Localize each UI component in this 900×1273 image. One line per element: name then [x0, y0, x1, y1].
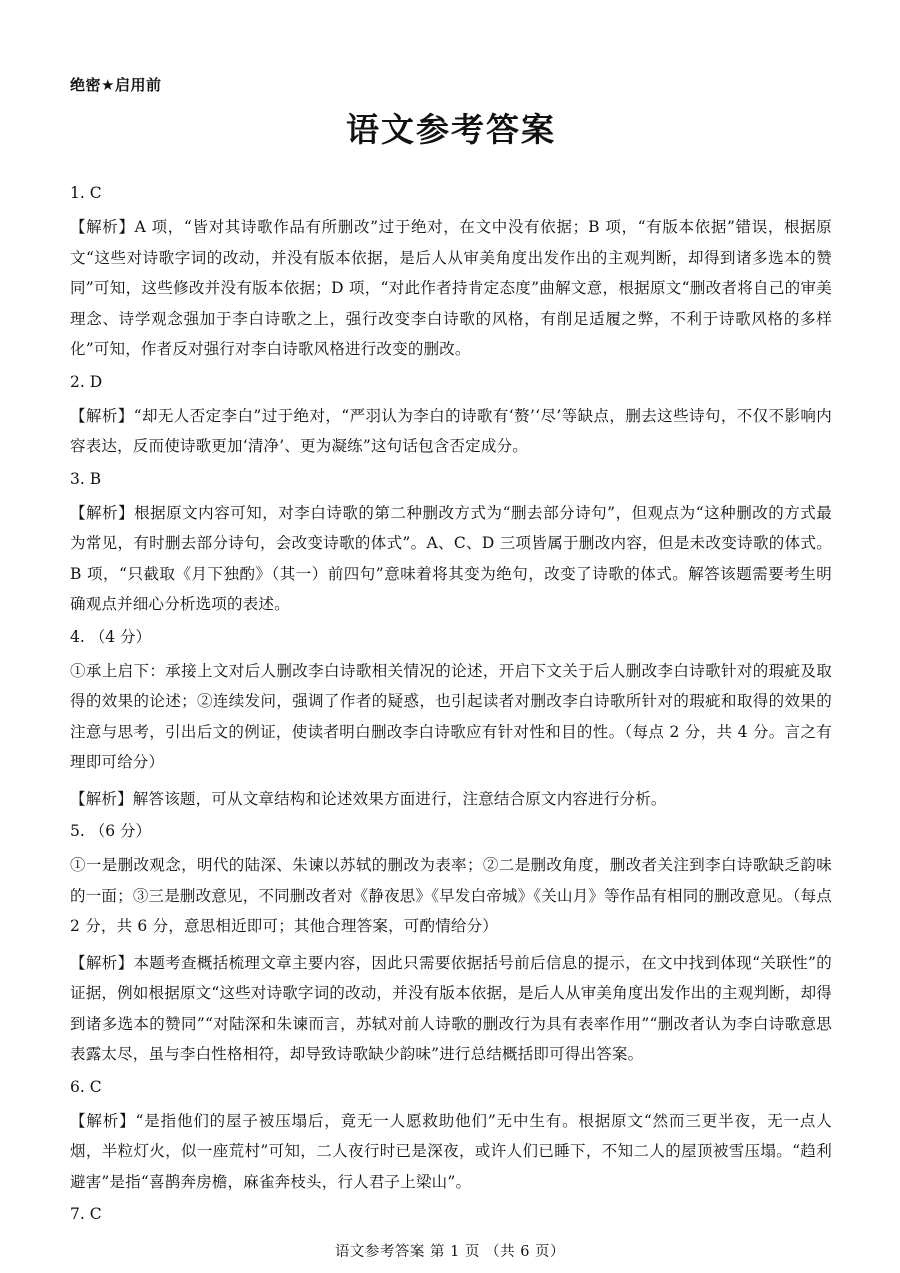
- answer-paragraph: ①一是删改观念，明代的陆深、朱谏以苏轼的删改为表率；②二是删改角度，删改者关注到李白诗歌缺乏韵味的一面；③三是删改意见，不同删改者对《静夜思》《早发白帝城》《关山月》等作品有相同的删改意见。（每点 2 分，共 6 分，意思相近即可；其他合理答案，可酌情给分）: [70, 856, 832, 935]
- answer-paragraph: ①承上启下：承接上文对后人删改李白诗歌相关情况的论述，开启下文关于后人删改李白诗歌针对的瑕疵及取得的效果的论述；②连续发问，强调了作者的疑惑，也引起读者对删改李白诗歌所针对的瑕疵和取得的效果的注意与思考，引出后文的例证，使读者明白删改李白诗歌应有针对性和目的性。（每点 2 分，共 4 分。言之有理即可给分）: [70, 661, 832, 771]
- document-page: [70, 0, 832, 1273]
- analysis-paragraph: 【解析】解答该题，可从文章结构和论述效果方面进行，注意结合原文内容进行分析。: [70, 789, 667, 808]
- answer-content: [70, 182, 832, 1233]
- question-number: 7. C: [70, 1205, 102, 1223]
- question-number: 3. B: [70, 469, 102, 488]
- analysis-paragraph: 【解析】“是指他们的屋子被压塌后，竟无一人愿救助他们”无中生有。根据原文“然而三更半夜，无一点人烟，半粒灯火，似一座荒村”可知，二人夜行时已是深夜，或许人们已睡下，不知二人的屋顶被雪压塌。“趋利避害”是指“喜鹊奔房檐，麻雀奔枝头，行人君子上梁山”。: [70, 1111, 832, 1191]
- answer-paragraph: 【解析】根据原文内容可知，对李白诗歌的第二种删改方式为“删去部分诗句”，但观点为“这种删改的方式最为常见，有时删去部分诗句，会改变诗歌的体式”。A、C、D 三项皆属于删改内容，但是未改变诗歌的体式。B 项，“只截取《月下独酌》（其一）前四句”意味着将其变为绝句，改变了诗歌的体式。解答该题需要考生明确观点并细心分析选项的表述。: [70, 503, 832, 613]
- secrecy-label: 绝密★启用前: [70, 76, 162, 94]
- page-title: 语文参考答案: [346, 110, 556, 149]
- page-footer: 语文参考答案 第 1 页 （共 6 页）: [334, 1244, 566, 1260]
- question-number: 1. C: [70, 184, 102, 202]
- answer-paragraph: 【解析】A 项，“皆对其诗歌作品有所删改”过于绝对，在文中没有依据；B 项，“有版本依据”错误，根据原文“这些对诗歌字词的改动，并没有版本依据，是后人从审美角度出发作出的主观判断，却得到诸多选本的赞同”可知，这些修改并没有版本依据；D 项，“对此作者持肯定态度”曲解文意，根据原文“删改者将自己的审美理念、诗学观念强加于李白诗歌之上，强行改变李白诗歌的风格，有削足适履之弊，不利于诗歌风格的多样化”可知，作者反对强行对李白诗歌风格进行改变的删改。: [70, 218, 832, 358]
- question-number: 6. C: [70, 1077, 102, 1096]
- question-number: 2. D: [70, 372, 103, 391]
- question-number: 4. （4 分）: [70, 627, 152, 646]
- analysis-paragraph: 【解析】本题考查概括梳理文章主要内容，因此只需要依据括号前后信息的提示，在文中找到体现“关联性”的证据，例如根据原文“这些对诗歌字词的改动，并没有版本依据，是后人从审美角度出发作出的主观判断，却得到诸多选本的赞同”“对陆深和朱谏而言，苏轼对前人诗歌的删改行为具有表率作用”“删改者认为李白诗歌意思表露太尽，虽与李白性格相符，却导致诗歌缺少韵味”进行总结概括即可得出答案。: [70, 953, 832, 1063]
- answer-paragraph: 【解析】“却无人否定李白”过于绝对，“严羽认为李白的诗歌有‘赘’‘尽’等缺点，删去这些诗句，不仅不影响内容表达，反而使诗歌更加‘清净’、更为凝练”这句话包含否定成分。: [70, 406, 832, 455]
- question-number: 5. （6 分）: [70, 822, 152, 840]
